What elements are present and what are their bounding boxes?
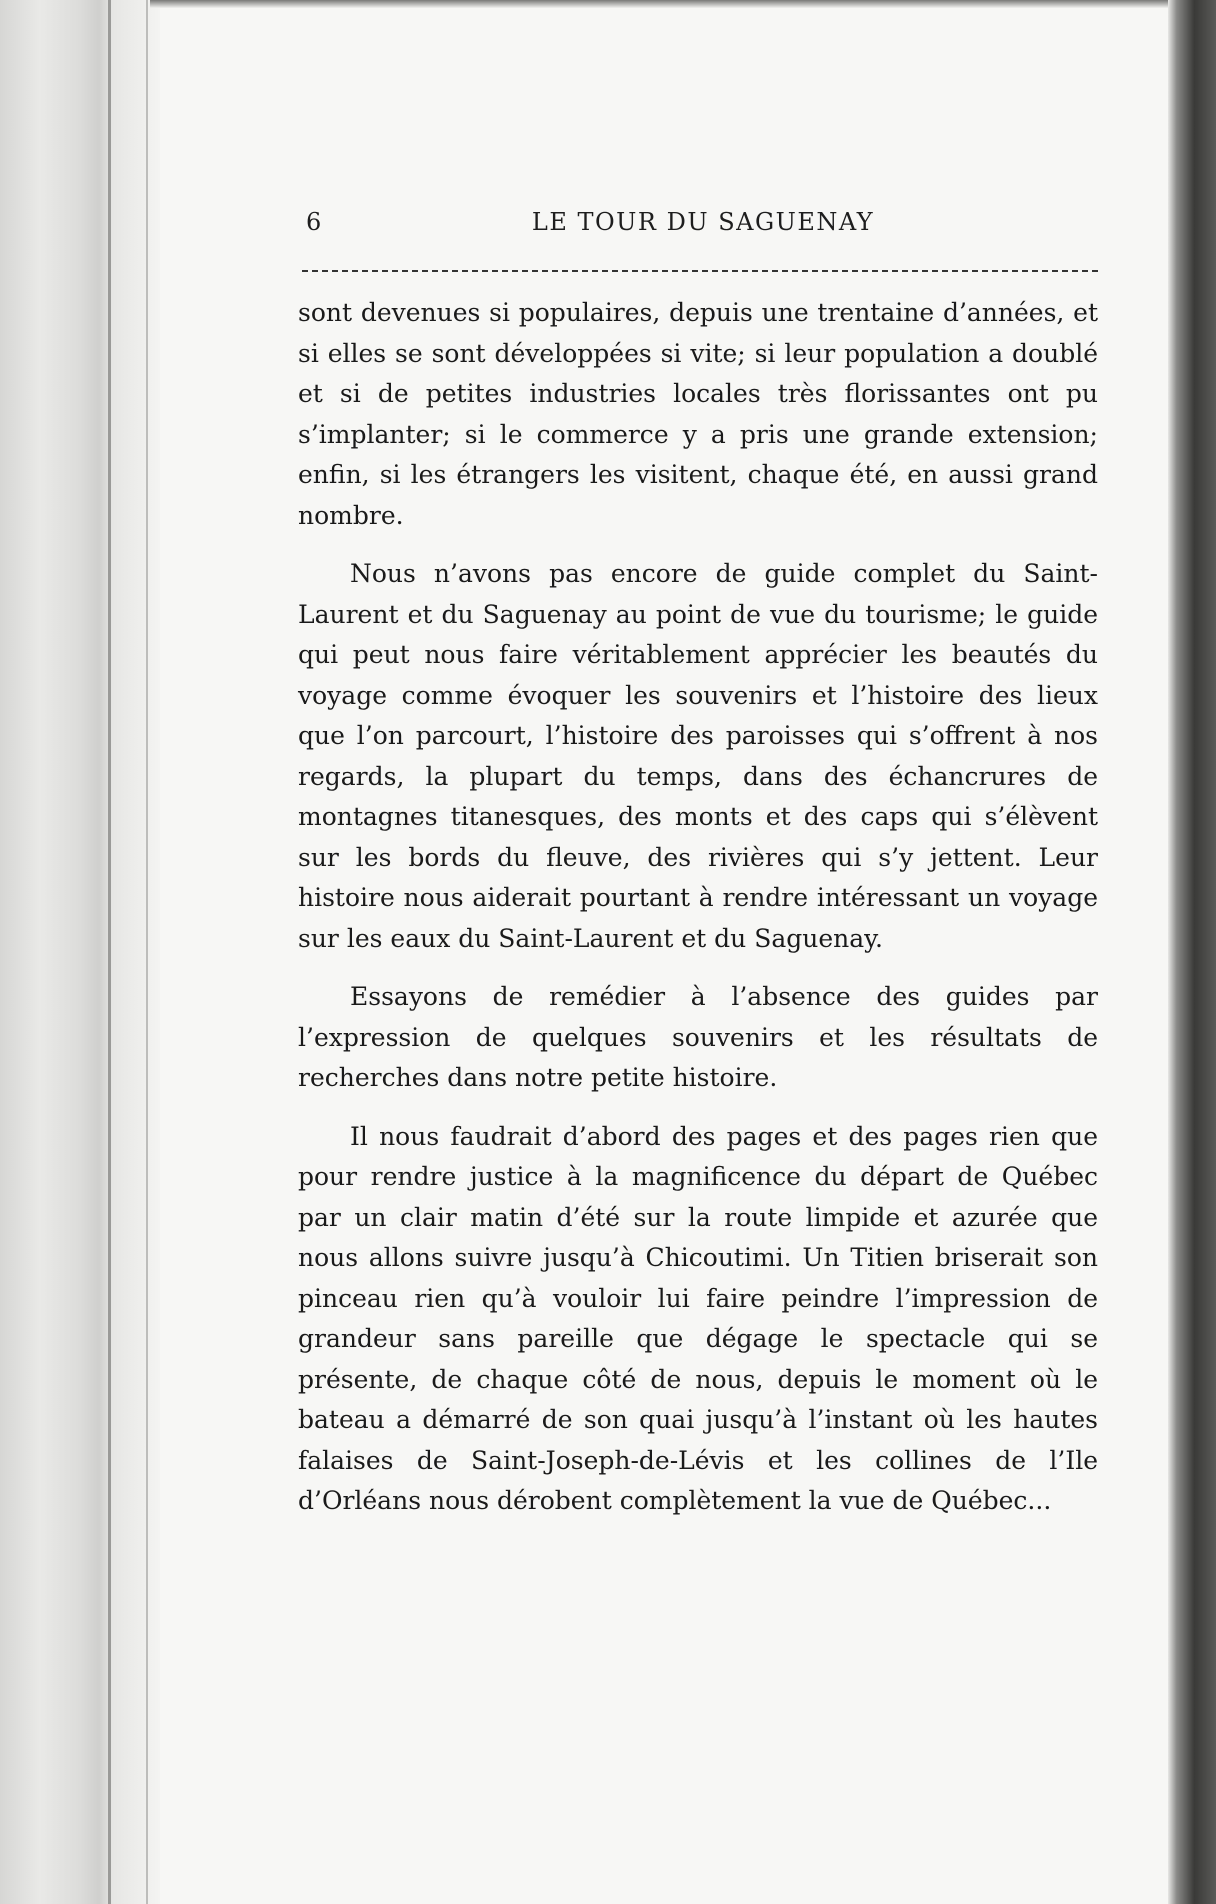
right-page-edge (1168, 0, 1216, 1904)
page-body (298, 293, 1098, 1540)
gutter-shadow (108, 0, 111, 1904)
gutter-shadow-inner (146, 0, 148, 1904)
paragraph-3: Essayons de remédier à l’absence des guides par l’expression de quelques souvenirs et les résultats de recherches dans notre petite histoire. (298, 982, 1098, 1092)
running-title: LE TOUR DU SAGUENAY (531, 208, 875, 236)
page-header (306, 208, 1100, 248)
page-number: 6 (306, 208, 323, 236)
paragraph-1: sont devenues si populaires, depuis une trentaine d’années, et si elles se sont développées si vite; si leur population a doublé et si de petites industries locales très florissantes ont pu s’implanter; si le commerce y a pris une grande extension; enfin, si les étrangers les visitent, chaque été, en aussi grand nombre. (298, 298, 1098, 530)
top-page-edge (150, 0, 1176, 8)
paragraph-2: Nous n’avons pas encore de guide complet du Saint-Laurent et du Saguenay au point de vue du tourisme; le guide qui peut nous faire véritablement apprécier les beautés du voyage comme évoquer les souvenirs et l’histoire des lieux que l’on parcourt, l’histoire des paroisses qui s’offrent à nos regards, la plupart du temps, dans des échancrures de montagnes titanesques, des monts et des caps qui s’élèvent sur les bords du fleuve, des rivières qui s’y jettent. Leur histoire nous aiderait pourtant à rendre intéressant un voyage sur les eaux du Saint-Laurent et du Saguenay. (298, 559, 1098, 953)
left-page-edge (0, 0, 160, 1904)
paragraph-4: Il nous faudrait d’abord des pages et des pages rien que pour rendre justice à la magnificence du départ de Québec par un clair matin d’été sur la route limpide et azurée que nous allons suivre jusqu’à Chicoutimi. Un Titien briserait son pinceau rien qu’à vouloir lui faire peindre l’impression de grandeur sans pareille que dégage le spectacle qui se présente, de chaque côté de nous, depuis le moment où le bateau a démarré de son quai jusqu’à l’instant où les hautes falaises de Saint-Joseph-de-Lévis et les collines de l’Ile d’Orléans nous dérobent complètement la vue de Québec... (298, 1121, 1098, 1515)
header-rule (302, 270, 1098, 272)
